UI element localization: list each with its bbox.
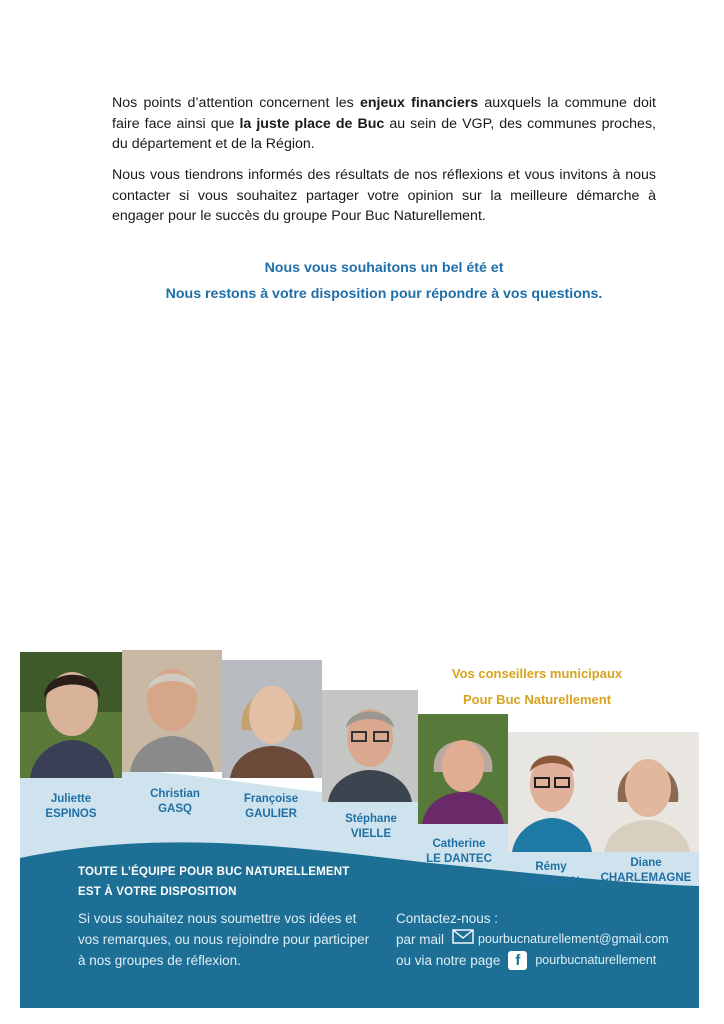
member-name-diane	[586, 856, 706, 886]
member-name-francoise	[216, 792, 326, 822]
photo-francoise-gaulier	[222, 660, 322, 778]
facebook-icon[interactable]: f	[508, 951, 527, 970]
p1-bold-buc: la juste place de Buc	[239, 115, 385, 132]
closing-line-1: Nous vous souhaitons un bel été et	[264, 260, 504, 276]
photo-christian-gasq	[122, 650, 222, 772]
member-first-name: Stéphane	[345, 813, 397, 825]
banner-heading-1: Vos conseillers municipaux	[451, 666, 623, 681]
team-title-line-2: EST À VOTRE DISPOSITION	[78, 886, 237, 898]
photo-catherine-le-dantec	[418, 714, 508, 824]
paragraph-contact-invite	[112, 165, 656, 227]
council-banner	[20, 646, 699, 1008]
p1-part-e: au sein de VGP, des communes proches, du département et de la Région.	[112, 115, 656, 152]
paragraph-financial	[112, 93, 656, 155]
member-first-name: Catherine	[432, 838, 486, 850]
photo-stephane-vielle	[322, 690, 418, 802]
member-last-name: ESPINOS	[45, 808, 97, 820]
contact-email-row	[396, 929, 669, 950]
member-first-name: Juliette	[50, 793, 92, 805]
contact-mail-label: par mail	[396, 932, 445, 947]
member-first-name: Françoise	[243, 793, 299, 805]
photo-diane-charlemagne	[596, 732, 699, 852]
member-last-name: JOURDAN	[522, 876, 580, 888]
member-first-name: Rémy	[535, 861, 567, 873]
mail-icon	[452, 929, 474, 950]
member-last-name: VIELLE	[350, 828, 392, 840]
closing-line-2: Nous restons à votre disposition pour répondre à vos questions.	[165, 286, 603, 302]
team-title-line-1: TOUTE L’ÉQUIPE POUR BUC NATURELLEMENT	[78, 866, 350, 878]
team-body-text: Si vous souhaitez nous soumettre vos idées et vos remarques, ou nous rejoindre pour participer à nos groupes de réflexion.	[78, 911, 370, 968]
banner-heading-2: Pour Buc Naturellement	[462, 692, 612, 707]
contact-block	[396, 908, 669, 971]
member-first-name: Diane	[630, 857, 662, 869]
member-last-name: GAULIER	[245, 808, 297, 820]
contact-facebook-row	[396, 950, 669, 971]
p1-bold-financial: enjeux financiers	[359, 95, 479, 111]
member-last-name: CHARLEMAGNE	[600, 872, 692, 884]
p1-part-a: Nos points d’attention concernent les	[112, 95, 360, 111]
p1-part-c: auxquels la commune doit faire face ainsi que	[112, 95, 656, 132]
contact-email-link[interactable]: pourbucnaturellement@gmail.com	[478, 932, 669, 946]
photo-juliette-espinos	[20, 652, 122, 778]
contact-facebook-link[interactable]: pourbucnaturellement	[535, 953, 657, 967]
p2-text: Nous vous tiendrons informés des résultats de nos réflexions et vous invitons à nous contacter si vous souhaitez partager votre opinion sur la meilleure démarche à engager pour le succès du groupe Pour Buc Naturellement.	[112, 167, 656, 224]
contact-heading: Contactez-nous :	[396, 911, 499, 926]
member-name-christian	[120, 787, 230, 817]
member-last-name: LE DANTEC	[426, 853, 492, 865]
contact-facebook-label: ou via notre page	[396, 953, 501, 968]
member-first-name: Christian	[150, 788, 200, 800]
photo-remy-jourdan	[508, 732, 596, 852]
member-last-name: GASQ	[158, 803, 192, 815]
team-title	[78, 862, 349, 902]
member-name-juliette	[16, 792, 126, 822]
